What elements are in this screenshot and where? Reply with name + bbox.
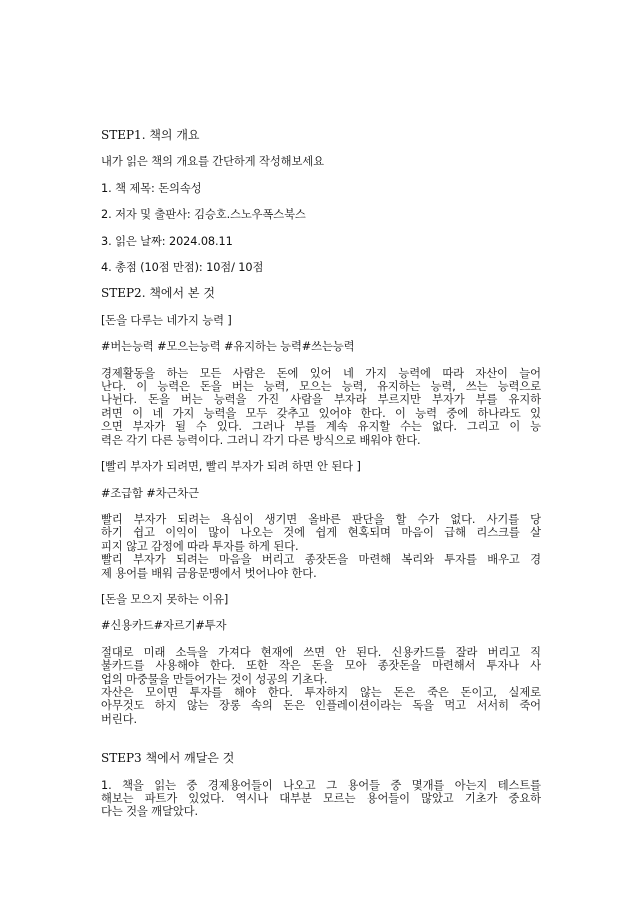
paragraph-line: 자산은 모이면 투자를 해야 한다. 투자하지 않는 돈은 죽은 돈이고, 실제로 xyxy=(101,685,541,699)
step3-paragraph xyxy=(101,779,541,819)
read-date-item: 3. 읽은 날짜: 2024.08.11 xyxy=(101,234,233,248)
paragraph-line: 절대로 미래 소득을 가져다 현재에 쓰면 안 된다. 신용카드를 잘라 버리고 직 xyxy=(101,645,541,659)
paragraph-line: 난다. 이 능력은 돈을 버는 능력, 모으는 능력, 유지하는 능력, 쓰는 능력으로 xyxy=(101,380,541,394)
paragraph-line: 불카드를 사용해야 한다. 또한 작은 돈을 모아 종잣돈을 마련해서 투자나 사 xyxy=(101,659,541,673)
step3-heading: STEP3 책에서 깨달은 것 xyxy=(101,751,235,766)
author-publisher-item: 2. 저자 및 출판사: 김승호.스노우폭스북스 xyxy=(101,208,306,222)
paragraph-line: 버린다. xyxy=(101,712,137,726)
paragraph-line: 빨리 부자가 되려는 마음을 버리고 종잣돈을 마련해 복리와 투자를 배우고 경 xyxy=(101,553,541,567)
section-title: [돈을 모으지 못하는 이유] xyxy=(101,592,229,606)
step1-instruction: 내가 읽은 책의 개요를 간단하게 작성해보세요 xyxy=(101,155,324,169)
section-title: [빨리 부자가 되려면, 빨리 부자가 되려 하면 안 된다 ] xyxy=(101,460,361,474)
step2-heading: STEP2. 책에서 본 것 xyxy=(101,286,215,301)
section-tags: #버는능력 #모으는능력 #유지하는 능력#쓰는능력 xyxy=(101,340,355,354)
section-paragraph xyxy=(101,646,541,726)
section-tags: #신용카드#자르기#투자 xyxy=(101,619,227,633)
paragraph-line: 력은 각기 다른 능력이다. 그러니 각기 다른 방식으로 배워야 한다. xyxy=(101,433,421,447)
paragraph-line: 아무것도 하지 않는 장롱 속의 돈은 인플레이션이라는 독을 먹고 서서히 죽어 xyxy=(101,699,541,713)
paragraph-line: 해보는 파트가 있었다. 역시나 대부분 모르는 용어들이 많았고 기초가 중요하 xyxy=(101,792,541,805)
section-paragraph xyxy=(101,513,541,580)
paragraph-line: 다는 것을 깨달았다. xyxy=(101,805,198,819)
paragraph-line: 나뉜다. 돈을 버는 능력을 가진 사람을 부자라 부르지만 부자가 부를 유지하 xyxy=(101,393,541,407)
paragraph-line: 려면 이 네 가지 능력을 모두 갖추고 있어야 한다. 이 능력 중에 하나라도 있 xyxy=(101,406,541,420)
book-title-item: 1. 책 제목: 돈의속성 xyxy=(101,181,202,195)
paragraph-line: 빨리 부자가 되려는 욕심이 생기면 올바른 판단을 할 수가 없다. 사기를 당 xyxy=(101,512,541,526)
paragraph-line: 업의 마중물을 만들어가는 것이 성공의 기초다. xyxy=(101,672,328,686)
paragraph-line: 피지 않고 감정에 따라 투자를 하게 된다. xyxy=(101,539,299,553)
paragraph-line: 하기 쉽고 이익이 많이 나오는 것에 쉽게 현혹되며 마음이 급해 리스크를 살 xyxy=(101,526,541,540)
section-tags: #조급함 #차근차근 xyxy=(101,486,199,500)
paragraph-line: 제 용어를 배워 금융문맹에서 벗어나야 한다. xyxy=(101,566,317,580)
section-title: [돈을 다루는 네가지 능력 ] xyxy=(101,313,232,327)
score-item: 4. 총점 (10점 만점): 10점/ 10점 xyxy=(101,261,264,275)
section-paragraph xyxy=(101,367,541,447)
paragraph-line: 으면 부자가 될 수 있다. 그러나 부를 계속 유지할 수는 없다. 그리고 이 능 xyxy=(101,420,541,434)
document-body xyxy=(101,129,541,819)
paragraph-line: 경제활동을 하는 모든 사람은 돈에 있어 네 가지 능력에 따라 자산이 늘어 xyxy=(101,366,541,380)
paragraph-line: 1. 책을 읽는 중 경제용어들이 나오고 그 용어들 중 몇개를 아는지 테스트를 xyxy=(101,778,541,792)
step1-heading: STEP1. 책의 개요 xyxy=(101,128,200,142)
